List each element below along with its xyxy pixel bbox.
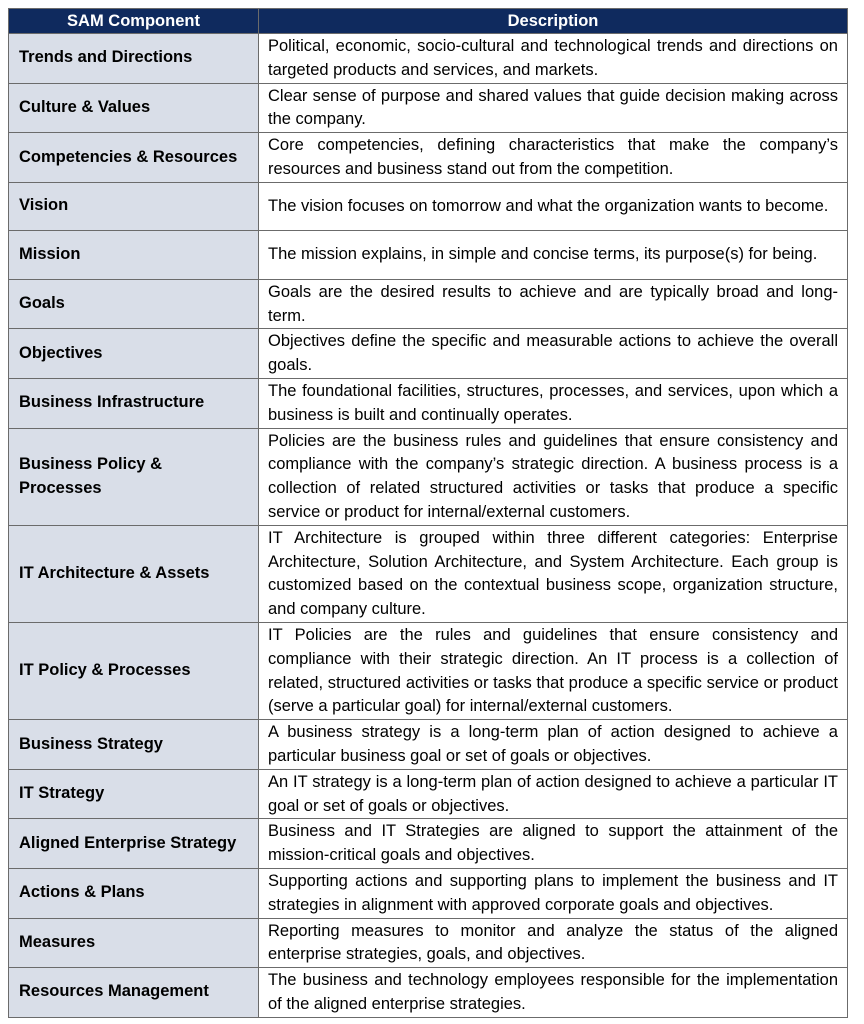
sam-component-cell: Aligned Enterprise Strategy [9, 819, 259, 869]
header-sam-component: SAM Component [9, 9, 259, 34]
sam-component-cell: Vision [9, 182, 259, 230]
sam-component-cell: Resources Management [9, 968, 259, 1018]
header-row [9, 9, 848, 34]
sam-component-cell: IT Architecture & Assets [9, 525, 259, 622]
table-row [9, 230, 848, 279]
sam-components-table [8, 8, 848, 1018]
table-row [9, 769, 848, 819]
description-cell: Supporting actions and supporting plans to implement the business and IT strategies in alignment with approved corporate goals and objectives. [259, 868, 848, 918]
description-cell: Goals are the desired results to achieve and are typically broad and long-term. [259, 279, 848, 329]
header-description: Description [259, 9, 848, 34]
table-row [9, 819, 848, 869]
sam-component-cell: Trends and Directions [9, 34, 259, 84]
description-cell: The vision focuses on tomorrow and what the organization wants to become. [259, 182, 848, 230]
table-row [9, 622, 848, 719]
sam-component-cell: Objectives [9, 329, 259, 379]
table-row [9, 918, 848, 968]
sam-component-cell: Culture & Values [9, 83, 259, 133]
description-cell: IT Architecture is grouped within three different categories: Enterprise Architecture, Solution Architecture, and System Architecture. Each group is customized based on the contextual business scope, organization structure, and company culture. [259, 525, 848, 622]
table-body [9, 34, 848, 1018]
sam-component-cell: IT Policy & Processes [9, 622, 259, 719]
table-header [9, 9, 848, 34]
description-cell: Objectives define the specific and measurable actions to achieve the overall goals. [259, 329, 848, 379]
table-row [9, 133, 848, 183]
sam-component-cell: Competencies & Resources [9, 133, 259, 183]
table-row [9, 83, 848, 133]
sam-component-cell: Business Policy & Processes [9, 428, 259, 525]
sam-component-cell: Goals [9, 279, 259, 329]
description-cell: The business and technology employees responsible for the implementation of the aligned enterprise strategies. [259, 968, 848, 1018]
description-cell: Policies are the business rules and guidelines that ensure consistency and compliance with the company’s strategic direction. A business process is a collection of related structured activities or tasks that produce a specific service or product for internal/external customers. [259, 428, 848, 525]
table-row [9, 182, 848, 230]
table-row [9, 428, 848, 525]
description-cell: An IT strategy is a long-term plan of action designed to achieve a particular IT goal or set of goals or objectives. [259, 769, 848, 819]
table-row [9, 868, 848, 918]
table-row [9, 720, 848, 770]
description-cell: Reporting measures to monitor and analyze the status of the aligned enterprise strategies, goals, and objectives. [259, 918, 848, 968]
table-row [9, 525, 848, 622]
sam-component-cell: Actions & Plans [9, 868, 259, 918]
description-cell: Clear sense of purpose and shared values that guide decision making across the company. [259, 83, 848, 133]
sam-component-cell: Business Strategy [9, 720, 259, 770]
description-cell: The foundational facilities, structures, processes, and services, upon which a business is built and continually operates. [259, 378, 848, 428]
sam-component-cell: Business Infrastructure [9, 378, 259, 428]
description-cell: Business and IT Strategies are aligned to support the attainment of the mission-critical goals and objectives. [259, 819, 848, 869]
table-row [9, 329, 848, 379]
description-cell: IT Policies are the rules and guidelines that ensure consistency and compliance with their strategic direction. An IT process is a collection of related, structured activities or tasks that produce a specific service or product (serve a particular goal) for internal/external customers. [259, 622, 848, 719]
table-row [9, 279, 848, 329]
description-cell: The mission explains, in simple and concise terms, its purpose(s) for being. [259, 230, 848, 279]
description-cell: Political, economic, socio-cultural and technological trends and directions on targeted products and services, and markets. [259, 34, 848, 84]
sam-component-cell: Measures [9, 918, 259, 968]
description-cell: Core competencies, defining characteristics that make the company’s resources and business stand out from the competition. [259, 133, 848, 183]
sam-component-cell: Mission [9, 230, 259, 279]
sam-component-cell: IT Strategy [9, 769, 259, 819]
table-row [9, 378, 848, 428]
table-row [9, 34, 848, 84]
description-cell: A business strategy is a long-term plan of action designed to achieve a particular business goal or set of goals or objectives. [259, 720, 848, 770]
table-row [9, 968, 848, 1018]
